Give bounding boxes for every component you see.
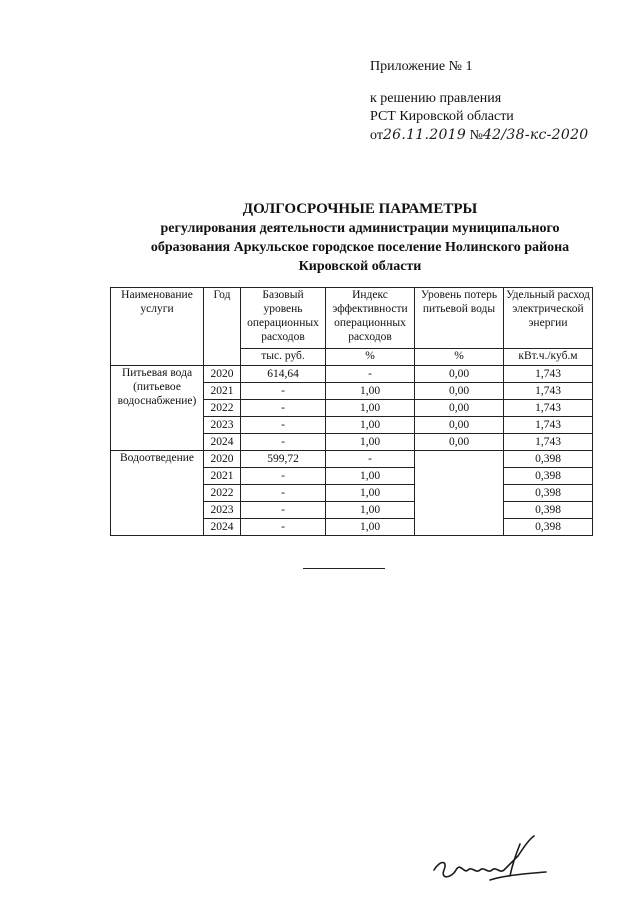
table-row [111, 366, 593, 383]
appendix-block [370, 58, 589, 145]
cell-efficiency: 1,00 [326, 485, 415, 502]
cell-losses: 0,00 [415, 383, 504, 400]
cell-base: - [241, 400, 326, 417]
cell-base: - [241, 434, 326, 451]
cell-energy: 0,398 [504, 502, 593, 519]
cell-year: 2024 [204, 434, 241, 451]
cell-energy: 1,743 [504, 417, 593, 434]
cell-efficiency: 1,00 [326, 417, 415, 434]
authority-line: РСТ Кировской области [370, 109, 514, 124]
header-efficiency-index: Индекс эффективности операционных расходов [326, 288, 415, 349]
cell-base: 599,72 [241, 451, 326, 468]
cell-year: 2020 [204, 366, 241, 383]
header-year: Год [204, 288, 241, 366]
cell-year: 2023 [204, 417, 241, 434]
cell-efficiency: 1,00 [326, 400, 415, 417]
cell-losses: 0,00 [415, 417, 504, 434]
cell-year: 2021 [204, 468, 241, 485]
cell-losses: 0,00 [415, 366, 504, 383]
cell-efficiency: 1,00 [326, 468, 415, 485]
handwritten-number: 42/38-кс-2020 [482, 127, 589, 143]
cell-base: - [241, 502, 326, 519]
table-header-row [111, 288, 593, 349]
cell-year: 2024 [204, 519, 241, 536]
unit-base: тыс. руб. [241, 349, 326, 366]
decision-date-number [370, 126, 589, 145]
cell-energy: 1,743 [504, 434, 593, 451]
cell-losses: 0,00 [415, 400, 504, 417]
cell-base: - [241, 468, 326, 485]
signature-mark [430, 830, 550, 890]
cell-energy: 0,398 [504, 485, 593, 502]
date-prefix: от [370, 128, 383, 143]
unit-efficiency: % [326, 349, 415, 366]
header-base-level: Базовый уровень операционных расходов [241, 288, 326, 349]
cell-efficiency: 1,00 [326, 383, 415, 400]
unit-losses: % [415, 349, 504, 366]
cell-year: 2023 [204, 502, 241, 519]
service-name: Водоотведение [111, 451, 204, 536]
cell-efficiency: 1,00 [326, 502, 415, 519]
cell-energy: 1,743 [504, 400, 593, 417]
cell-year: 2021 [204, 383, 241, 400]
appendix-label: Приложение № 1 [370, 59, 473, 74]
cell-base: 614,64 [241, 366, 326, 383]
decision-line: к решению правления [370, 91, 502, 106]
cell-efficiency: 1,00 [326, 519, 415, 536]
table-row [111, 451, 593, 468]
handwritten-date: 26.11.2019 [382, 127, 467, 143]
cell-energy: 0,398 [504, 468, 593, 485]
header-service: Наименование услуги [111, 288, 204, 366]
cell-energy: 1,743 [504, 383, 593, 400]
cell-year: 2022 [204, 400, 241, 417]
title-line-3: Кировской области [298, 259, 422, 274]
cell-efficiency: - [326, 451, 415, 468]
cell-base: - [241, 485, 326, 502]
title-main: ДОЛГОСРОЧНЫЕ ПАРАМЕТРЫ [242, 201, 478, 217]
cell-losses-empty [415, 451, 504, 536]
cell-losses: 0,00 [415, 434, 504, 451]
cell-base: - [241, 383, 326, 400]
number-prefix: № [469, 128, 483, 143]
unit-energy: кВт.ч./куб.м [504, 349, 593, 366]
cell-efficiency: - [326, 366, 415, 383]
title-line-1: регулирования деятельности администрации муниципального [160, 221, 560, 236]
parameters-table [110, 287, 593, 536]
header-energy-consumption: Удельный расход электрической энергии [504, 288, 593, 349]
title-line-2: образования Аркульское городское поселение Нолинского района [150, 240, 570, 255]
service-name: Питьевая вода (питьевое водоснабжение) [111, 366, 204, 451]
cell-energy: 0,398 [504, 519, 593, 536]
header-water-losses: Уровень потерь питьевой воды [415, 288, 504, 349]
cell-base: - [241, 417, 326, 434]
cell-energy: 1,743 [504, 366, 593, 383]
cell-energy: 0,398 [504, 451, 593, 468]
cell-year: 2020 [204, 451, 241, 468]
document-title [60, 200, 640, 276]
cell-base: - [241, 519, 326, 536]
closing-rule [303, 568, 385, 569]
cell-year: 2022 [204, 485, 241, 502]
cell-efficiency: 1,00 [326, 434, 415, 451]
